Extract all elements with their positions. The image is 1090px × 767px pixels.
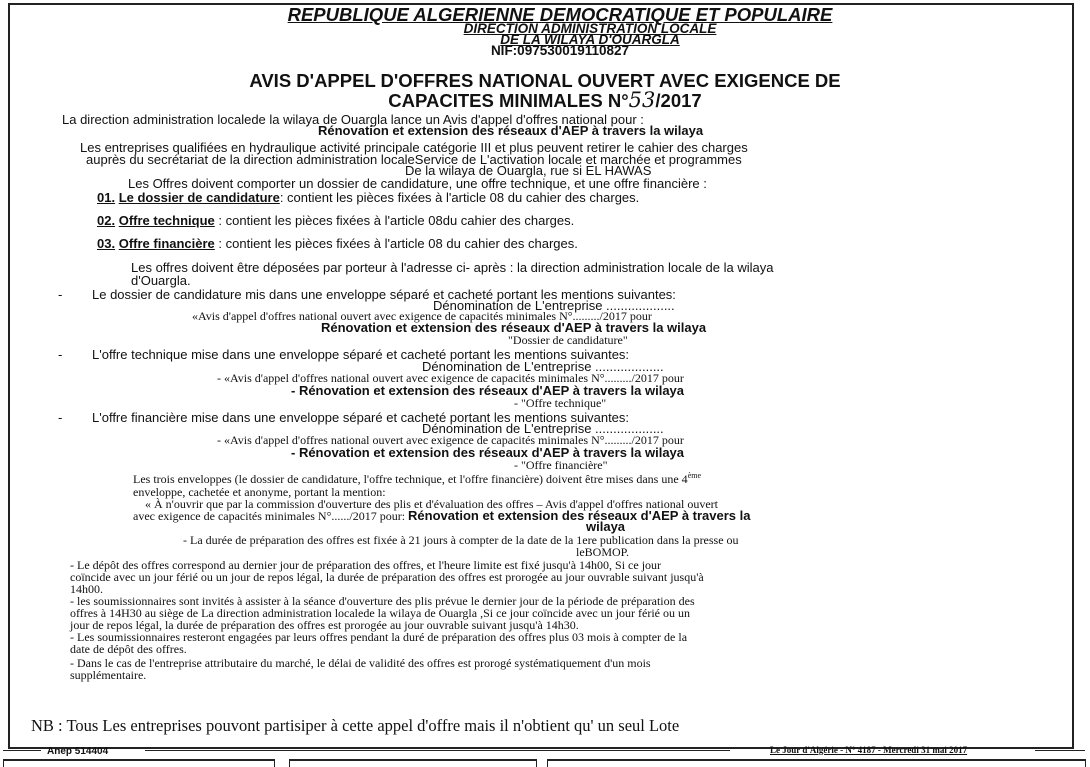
item-text: : contient les pièces fixées à l'article 08du cahier des charges.	[214, 213, 575, 228]
condition-p6: jour de repos légal, la durée de préparation des offres est prorogée au jour ouvrable suivant jusqu'à 14h30.	[70, 618, 579, 632]
list-item	[97, 213, 574, 228]
list-item	[97, 190, 639, 205]
envelope-denomination: Dénomination de L'entreprise ...................	[422, 359, 664, 374]
avis-project: Rénovation et extension des réseaux d'AEP à travers la	[408, 508, 751, 523]
envelope-denomination: Dénomination de L'entreprise ...................	[433, 298, 675, 313]
envelope-avis: «Avis d'appel d'offres national ouvert avec exigence de capacités minimales N°........./2017 pour	[192, 309, 652, 323]
envelope-mention: - "Offre technique"	[514, 396, 607, 410]
condition-p1: - Le dépôt des offres correspond au dernier jour de préparation des offres, et l'heure limite est fixé jusqu'à 14h00, Si ce jour	[70, 558, 662, 572]
wilaya-heading: DE LA WILAYA D'OUARGLA	[500, 32, 680, 47]
intro-text: La direction administration localede la wilaya de Ouargla lance un Avis d'appel d'offres national pour :	[62, 112, 644, 127]
condition-p8: date de dépôt des offres.	[70, 642, 187, 656]
three-envelopes-text: Les trois enveloppes (le dossier de candidature, l'offre technique, et l'offre financière) doivent être mises dans une 4	[133, 472, 688, 486]
three-envelopes-line3: « À n'ouvrir que par la commission d'ouverture des plis et d'évaluation des offres – Avis d'appel d'offres national ouvert	[145, 497, 719, 511]
item-text: : contient les pièces fixées à l'article 08 du cahier des charges.	[279, 190, 640, 205]
duration-line1: - La durée de préparation des offres est fixée à 21 jours à compter de la date de la 1ere publication dans la presse ou	[183, 533, 739, 547]
condition-p3: 14h00.	[70, 582, 103, 596]
deposit-line2: d'Ouargla.	[131, 273, 191, 288]
envelope-intro: Le dossier de candidature mis dans une enveloppe séparé et cacheté portant les mentions suivantes:	[92, 287, 676, 302]
list-item	[97, 236, 578, 251]
republic-heading: REPUBLIQUE ALGERIENNE DEMOCRATIQUE ET POPULAIRE	[287, 4, 833, 25]
envelope-intro: L'offre financière mise dans une enveloppe séparé et cacheté portant les mentions suivantes:	[92, 410, 630, 425]
item-number: 03.	[97, 236, 116, 251]
envelope-project: Rénovation et extension des réseaux d'AEP à travers la wilaya	[321, 320, 707, 335]
item-number: 02.	[97, 213, 116, 228]
duration-line2: leBOMOP.	[576, 545, 630, 559]
three-envelopes-line4	[133, 508, 750, 524]
intro-project: Rénovation et extension des réseaux d'AEP à travers la wilaya	[318, 123, 704, 138]
envelope-project: - Rénovation et extension des réseaux d'AEP à travers la wilaya	[291, 383, 685, 398]
divider	[3, 750, 41, 751]
condition-p2: coïncide avec un jour férié ou un jour de repos légal, la durée de préparation des offres est prorogée au jour ouvrable suivant jusqu'à	[70, 570, 704, 584]
adjacent-notice-frame	[289, 759, 537, 767]
envelope-dash: -	[58, 410, 63, 425]
condition-p10: supplémentaire.	[70, 668, 147, 682]
envelope-dash: -	[58, 347, 63, 362]
item-label: Offre technique	[118, 213, 215, 228]
nif-number: NIF:097530019110827	[490, 43, 630, 58]
envelope-intro: L'offre technique mise dans une enveloppe séparé et cacheté portant les mentions suivantes:	[92, 347, 630, 362]
title-prefix: CAPACITES MINIMALES N°	[388, 90, 629, 111]
envelope-avis: - «Avis d'appel d'offres national ouvert avec exigence de capacités minimales N°........./2017 pour	[217, 371, 684, 385]
title-year: /2017	[655, 90, 702, 111]
eligibility-line1: Les entreprises qualifiées en hydraulique activité principale catégorie III et plus peuvent retirer le cahier des charges	[80, 140, 748, 155]
envelope-mention: - "Offre financière"	[514, 458, 608, 472]
page-title: AVIS D'APPEL D'OFFRES NATIONAL OUVERT AVEC EXIGENCE DE	[249, 70, 841, 91]
condition-p5: offres à 14H30 au siège de La direction administration localede la wilaya de Ouargla ,Si ce jour coïncide avec un jour férié ou un	[70, 606, 690, 620]
divider	[1035, 750, 1085, 751]
eligibility-line3: De la wilaya de Ouargla, rue si EL HAWAS	[405, 163, 652, 178]
envelope-project: - Rénovation et extension des réseaux d'AEP à travers la wilaya	[291, 445, 685, 460]
adjacent-notice-frame	[3, 759, 275, 767]
anep-reference: Anep 514404	[47, 746, 109, 757]
three-envelopes-line2: enveloppe, cachetée et anonyme, portant la mention:	[133, 485, 386, 499]
condition-p9: - Dans le cas de l'entreprise attributaire du marché, le délai de validité des offres est prorogé systématiquement d'un mois	[70, 656, 651, 670]
page-title-line2	[0, 88, 1090, 112]
item-number: 01.	[97, 190, 116, 205]
envelope-dash: -	[58, 287, 63, 302]
superscript: ème	[687, 471, 702, 480]
journal-info: Le Jour d'Algérie - N° 4187 - Mercredi 31 mai 2017	[770, 745, 968, 755]
deposit-line1: Les offres doivent être déposées par porteur à l'adresse ci- après : la direction administration locale de la wilaya	[131, 260, 774, 275]
condition-p4: - les soumissionnaires sont invités à assister à la séance d'ouverture des plis prévue le dernier jour de la période de préparation des	[70, 594, 695, 608]
condition-p7: - Les soumissionnaires resteront engagées par leurs offres pendant la duré de préparation des offres plus 03 mois à compter de la	[70, 630, 688, 644]
item-label: Le dossier de candidature	[118, 190, 280, 205]
nb-note: NB : Tous Les entreprises pouvont partisiper à cette appel d'offre mais il n'obtient qu' un seul Lote	[31, 716, 680, 735]
envelope-mention: "Dossier de candidature"	[508, 333, 628, 347]
envelope-avis: - «Avis d'appel d'offres national ouvert avec exigence de capacités minimales N°........./2017 pour	[217, 433, 684, 447]
direction-heading: DIRECTION ADMINISTRATION LOCALE	[463, 21, 717, 36]
divider	[145, 750, 730, 751]
item-label: Offre financière	[118, 236, 215, 251]
eligibility-line4: Les Offres doivent comporter un dossier de candidature, une offre technique, et une offre financière :	[128, 176, 707, 191]
eligibility-line2: auprès du secrétariat de la direction administration localeService de L'activation locale et marchée et programmes	[86, 152, 742, 167]
handwritten-number: 53	[628, 88, 656, 112]
adjacent-notice-frame	[547, 759, 1086, 767]
avis-prefix: avec exigence de capacités minimales N°....../2017 pour:	[133, 509, 406, 523]
item-text: : contient les pièces fixées à l'article 08 du cahier des charges.	[214, 236, 578, 251]
envelope-denomination: Dénomination de L'entreprise ...................	[422, 421, 664, 436]
three-envelopes-line5: wilaya	[586, 519, 626, 534]
